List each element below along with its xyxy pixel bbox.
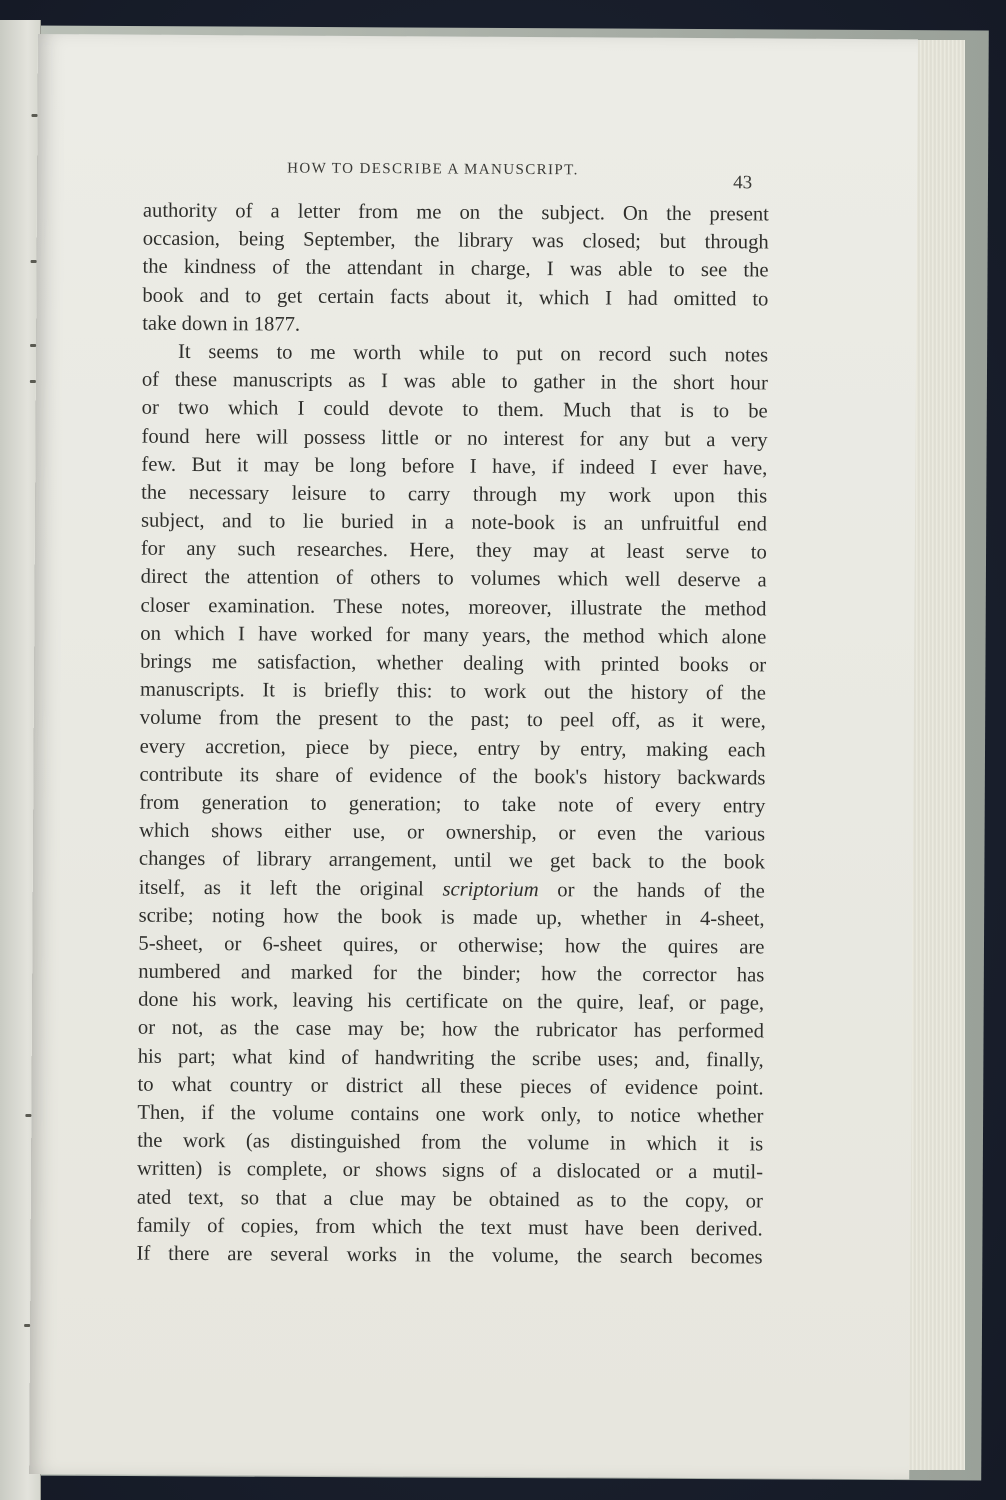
text-line: If there are several works in the volume, the search becomes (136, 1242, 763, 1269)
text-line: manuscripts. It is briefly this: to work out the history of the (139, 678, 767, 705)
text-line: take down in 1877. (142, 312, 301, 336)
text-line: It seems to me worth while to put on record such notes (177, 340, 769, 367)
text-line: scribe; noting how the book is made up, whether in 4-sheet, (138, 904, 765, 931)
text-segment: itself, as it left the original (138, 876, 424, 900)
text-line: or not, as the case may be; how the rubricator has performed (137, 1017, 764, 1043)
text-line: 5-sheet, or 6-sheet quires, or otherwise; how the quires are (138, 932, 765, 959)
text-line: book and to get certain facts about it, which I had omitted to (142, 284, 769, 311)
text-line: the necessary leisure to carry through my work upon this (141, 481, 768, 508)
text-line: occasion, being September, the library was closed; but through (142, 227, 769, 254)
text-line-with-italic (139, 873, 765, 905)
binding-thread-mark (24, 1324, 30, 1327)
text-line: ated text, so that a clue may be obtained as to the copy, or (136, 1186, 763, 1213)
text-line: the kindness of the attendant in charge, I was able to see the (142, 256, 769, 282)
text-line: family of copies, from which the text must have been derived. (136, 1214, 763, 1241)
body-text (136, 197, 769, 1272)
text-line: direct the attention of others to volumes which well deserve a (140, 566, 767, 592)
binding-thread-mark (30, 380, 36, 383)
text-line: which shows either use, or ownership, or even the various (139, 819, 766, 846)
text-line: brings me satisfaction, whether dealing with printed books or (140, 650, 767, 677)
text-line: contribute its share of evidence of the book's history backwards (139, 763, 766, 790)
italic-term: scriptorium (442, 877, 539, 901)
text-line: subject, and to lie buried in a note-book is an unfruitful end (140, 509, 768, 536)
text-line: to what country or district all these pieces of evidence point. (137, 1073, 764, 1100)
text-line: from generation to generation; to take note of every entry (139, 791, 766, 818)
text-line: for any such researches. Here, they may at least serve to (140, 537, 767, 564)
text-line: or two which I could devote to them. Much that is to be (141, 396, 768, 423)
text-line: found here will possess little or no interest for any but a very (141, 425, 768, 451)
page-number: 43 (733, 172, 753, 194)
text-line: the work (as distinguished from the volume in which it is (137, 1129, 764, 1156)
text-line: Then, if the volume contains one work only, to notice whether (137, 1101, 764, 1128)
text-line: his part; what kind of handwriting the scribe uses; and, finally, (137, 1045, 764, 1072)
text-line: written) is complete, or shows signs of a dislocated or a mutil- (137, 1158, 764, 1184)
running-title: HOW TO DESCRIBE A MANUSCRIPT. (287, 160, 579, 179)
text-segment: or the hands of the (557, 878, 765, 902)
text-line: on which I have worked for many years, the method which alone (140, 622, 767, 649)
binding-thread-mark (30, 344, 36, 347)
text-line: of these manuscripts as I was able to gather in the short hour (141, 368, 768, 395)
text-line: closer examination. These notes, moreover, illustrate the method (140, 594, 767, 621)
text-line: authority of a letter from me on the subject. On the present (142, 199, 769, 226)
text-line: numbered and marked for the binder; how the corrector has (138, 960, 765, 987)
book-page (29, 34, 918, 1479)
binding-thread-mark (31, 260, 37, 263)
binding-thread-mark (25, 1114, 31, 1117)
text-line: changes of library arrangement, until we get back to the book (138, 847, 766, 874)
text-line: volume from the present to the past; to peel off, as it were, (139, 707, 766, 733)
binding-thread-mark (31, 114, 37, 117)
text-line: few. But it may be long before I have, if indeed I ever have, (141, 453, 768, 480)
text-line: done his work, leaving his certificate on the quire, leaf, or page, (138, 988, 765, 1015)
text-line: every accretion, piece by piece, entry by entry, making each (139, 735, 766, 762)
